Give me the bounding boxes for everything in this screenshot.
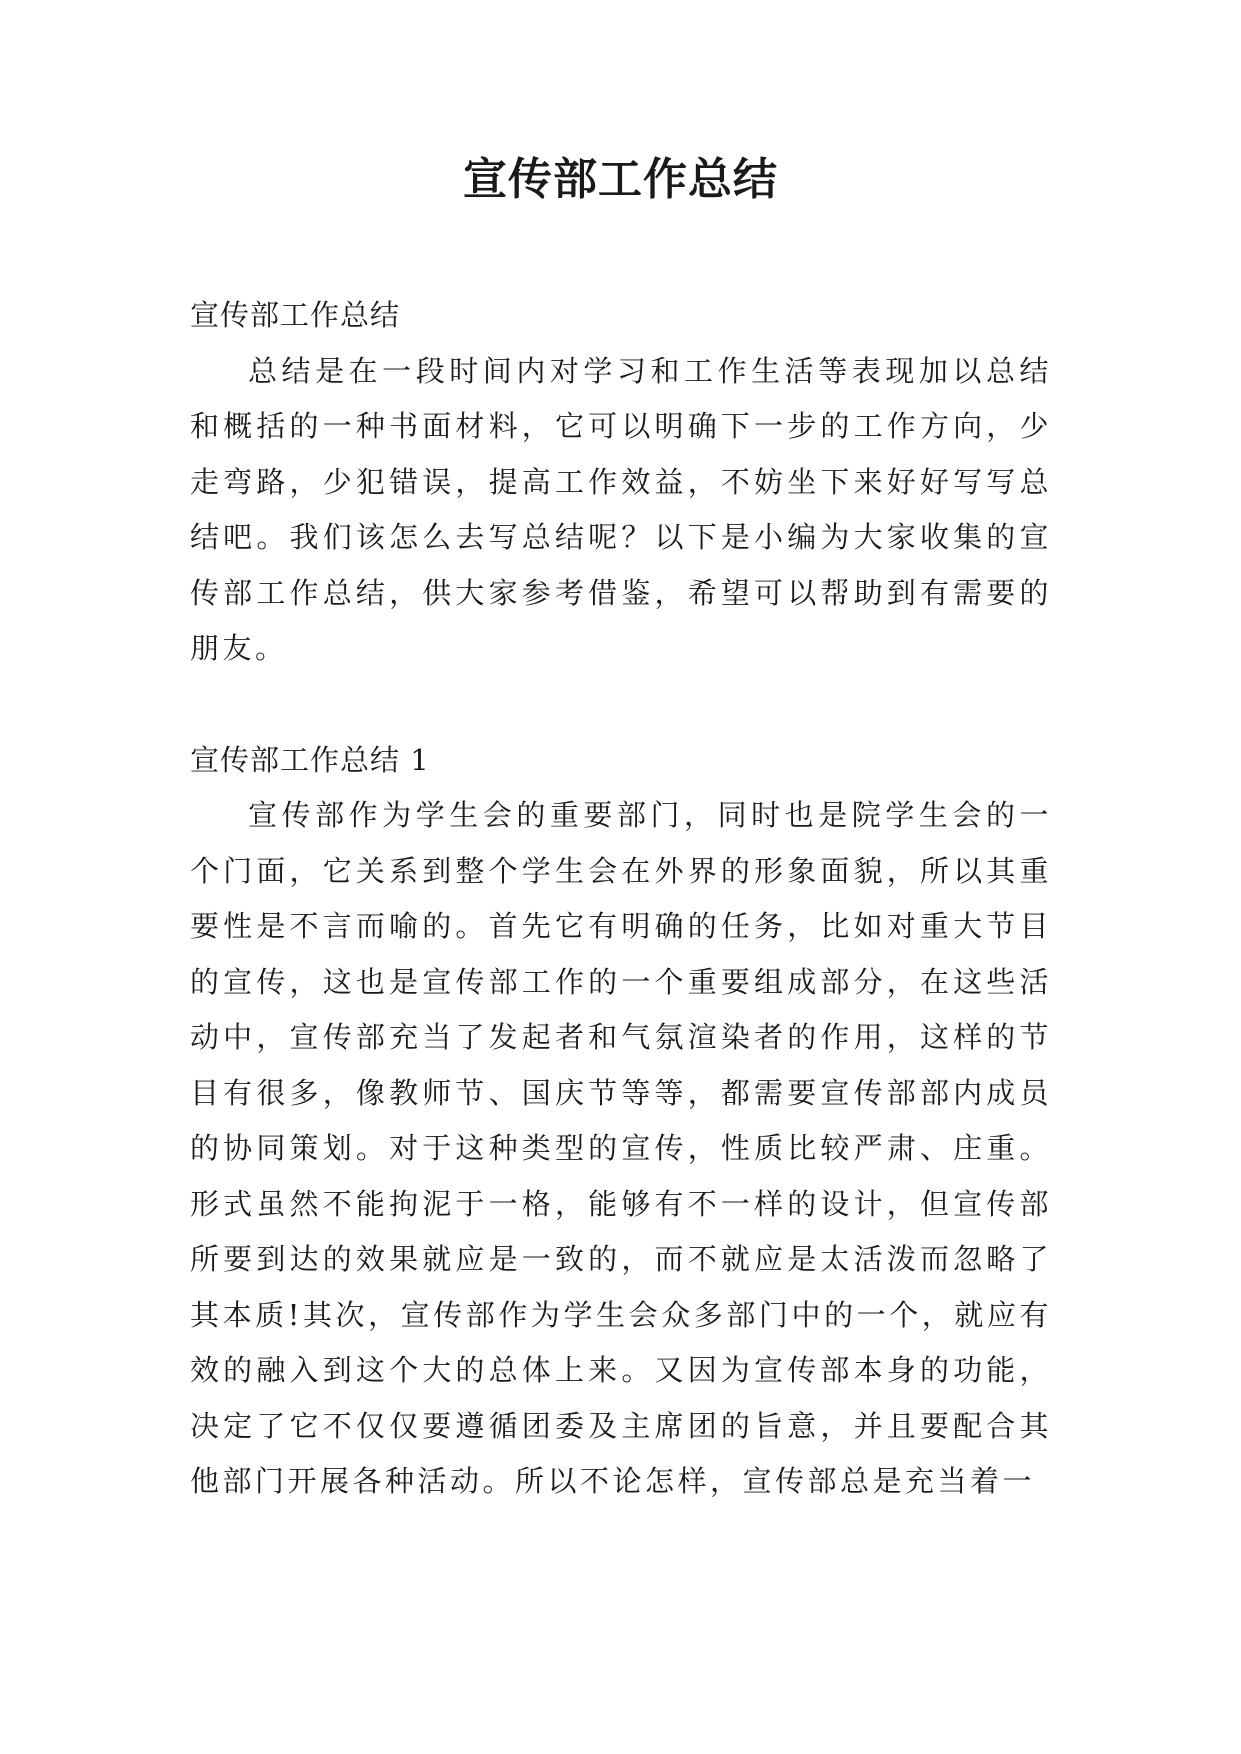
document-title: 宣传部工作总结	[463, 154, 778, 205]
intro-paragraph: 总结是在一段时间内对学习和工作生活等表现加以总结和概括的一种书面材料，它可以明确下一步的工作方向，少走弯路，少犯错误，提高工作效益，不妨坐下来好好写写总结吧。我们该怎么去写总结呢？以下是小编为大家收集的宣传部工作总结，供大家参考借鉴，希望可以帮助到有需要的朋友。	[190, 353, 1052, 665]
section1-heading: 宣传部工作总结 1	[190, 742, 430, 777]
section-spacer	[190, 677, 1052, 733]
intro-heading: 宣传部工作总结	[190, 298, 401, 332]
section1-paragraph: 宣传部作为学生会的重要部门，同时也是院学生会的一个门面，它关系到整个学生会在外界的形象面貌，所以其重要性是不言而喻的。首先它有明确的任务，比如对重大节目的宣传，这也是宣传部工作的一个重要组成部分，在这些活动中，宣传部充当了发起者和气氛渲染者的作用，这样的节目有很多，像教师节、国庆节等等，都需要宣传部部内成员的协同策划。对于这种类型的宣传，性质比较严肃、庄重。形式虽然不能拘泥于一格，能够有不一样的设计，但宣传部所要到达的效果就应是一致的，而不就应是太活泼而忽略了其本质!其次，宣传部作为学生会众多部门中的一个，就应有效的融入到这个大的总体上来。又因为宣传部本身的功能，决定了它不仅仅要遵循团委及主席团的旨意，并且要配合其他部门开展各种活动。所以不论怎样，宣传部总是充当着一	[190, 798, 1052, 1498]
document-body	[190, 288, 1052, 1510]
